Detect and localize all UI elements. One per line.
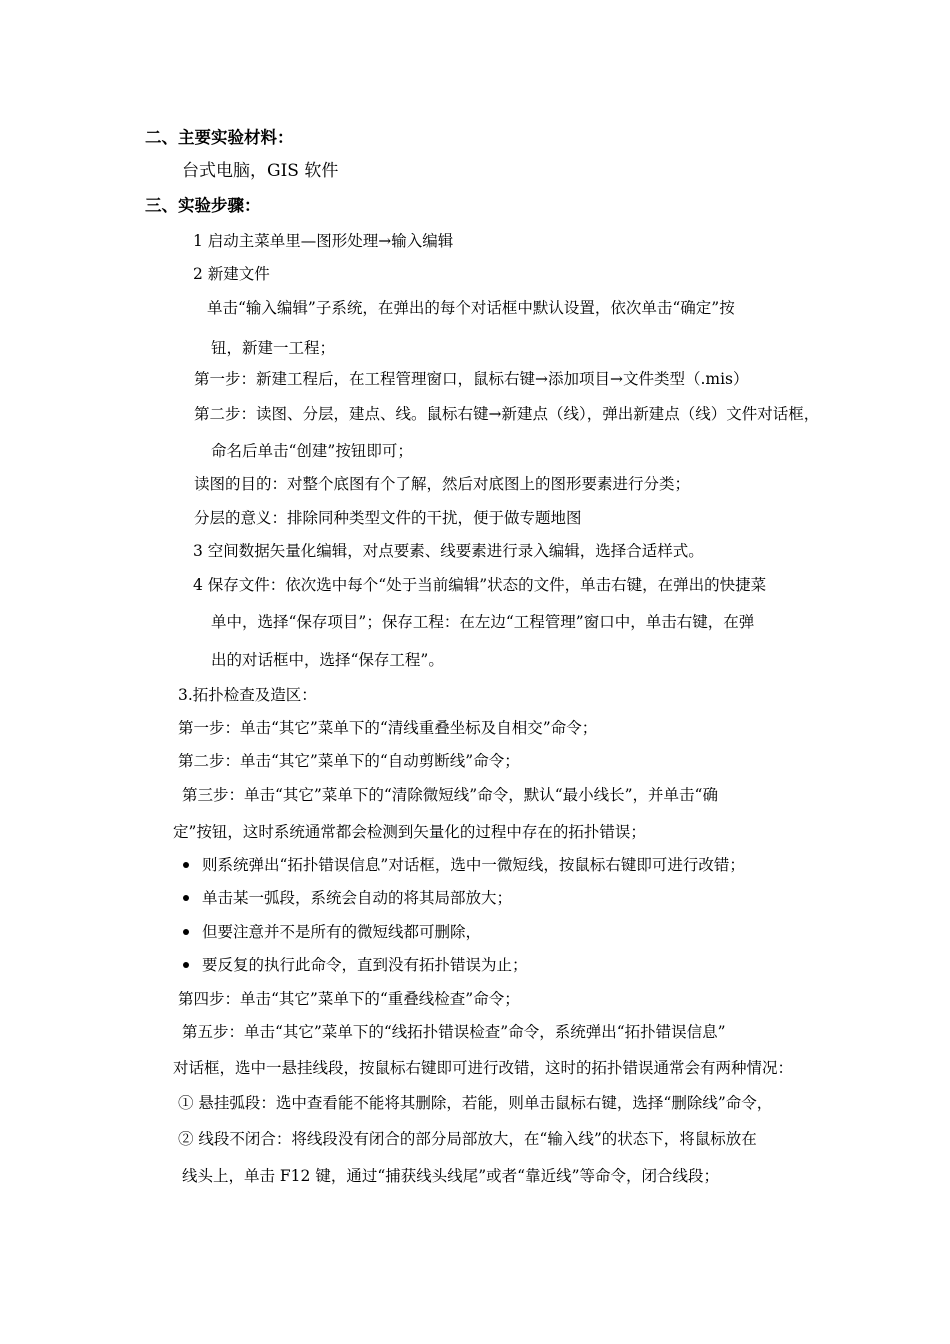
step-line: 命名后单击“创建”按钮即可； xyxy=(211,442,413,460)
step-line: 出的对话框中，选择“保存工程”。 xyxy=(211,651,444,669)
section2-heading: 二、主要实验材料： xyxy=(145,128,294,147)
step-line: 第一步：新建工程后，在工程管理窗口，鼠标右键→添加项目→文件类型（.mis） xyxy=(194,370,749,388)
bullet-item: 则系统弹出“拓扑错误信息”对话框，选中一微短线，按鼠标右键即可进行改错； xyxy=(202,856,745,874)
bullet-icon xyxy=(183,929,189,935)
topology-line: ② 线段不闭合：将线段没有闭合的部分局部放大，在“输入线”的状态下，将鼠标放在 xyxy=(178,1130,757,1148)
bullet-icon xyxy=(183,862,189,868)
topology-line: 对话框，选中一悬挂线段，按鼠标右键即可进行改错，这时的拓扑错误通常会有两种情况： xyxy=(173,1059,794,1077)
topology-line: 第二步：单击“其它”菜单下的“自动剪断线”命令； xyxy=(178,752,520,770)
step-line: 单击“输入编辑”子系统，在弹出的每个对话框中默认设置，依次单击“确定”按 xyxy=(207,299,735,317)
step-line: 读图的目的：对整个底图有个了解，然后对底图上的图形要素进行分类； xyxy=(194,475,691,493)
topology-line: 第四步：单击“其它”菜单下的“重叠线检查”命令； xyxy=(178,990,520,1008)
bullet-item: 单击某一弧段，系统会自动的将其局部放大； xyxy=(202,889,513,907)
step-line: 单中，选择“保存项目”；保存工程：在左边“工程管理”窗口中，单击右键，在弹 xyxy=(211,613,755,631)
bullet-item: 要反复的执行此命令，直到没有拓扑错误为止； xyxy=(202,956,528,974)
materials-text: 台式电脑，GIS 软件 xyxy=(182,161,339,181)
step-line: 1 启动主菜单里—图形处理→输入编辑 xyxy=(193,232,454,250)
step-line: 4 保存文件：依次选中每个“处于当前编辑”状态的文件，单击右键，在弹出的快捷菜 xyxy=(193,576,767,594)
topology-line: ① 悬挂弧段：选中查看能不能将其删除，若能，则单击鼠标右键，选择“删除线”命令， xyxy=(178,1094,773,1112)
step-line: 3 空间数据矢量化编辑，对点要素、线要素进行录入编辑，选择合适样式。 xyxy=(193,542,704,560)
bullet-icon xyxy=(183,962,189,968)
topology-line: 第五步：单击“其它”菜单下的“线拓扑错误检查”命令，系统弹出“拓扑错误信息” xyxy=(182,1023,726,1041)
bullet-icon xyxy=(183,895,189,901)
section3-heading: 三、实验步骤： xyxy=(145,196,261,215)
bullet-item: 但要注意并不是所有的微短线都可删除， xyxy=(202,923,482,941)
step-line: 2 新建文件 xyxy=(193,265,270,283)
topology-line: 线头上，单击 F12 键，通过“捕获线头线尾”或者“靠近线”等命令，闭合线段； xyxy=(182,1167,720,1185)
topology-line: 第一步：单击“其它”菜单下的“清线重叠坐标及自相交”命令； xyxy=(178,719,598,737)
step-line: 第二步：读图、分层，建点、线。鼠标右键→新建点（线），弹出新建点（线）文件对话框， xyxy=(194,405,820,423)
step-line: 分层的意义：排除同种类型文件的干扰，便于做专题地图 xyxy=(194,509,582,527)
topology-line: 定”按钮，这时系统通常都会检测到矢量化的过程中存在的拓扑错误； xyxy=(173,823,646,841)
step-line: 钮，新建一工程； xyxy=(211,339,336,357)
topology-line: 第三步：单击“其它”菜单下的“清除微短线”命令，默认“最小线长”，并单击“确 xyxy=(182,786,718,804)
topology-heading: 3.拓扑检查及造区： xyxy=(178,686,317,704)
